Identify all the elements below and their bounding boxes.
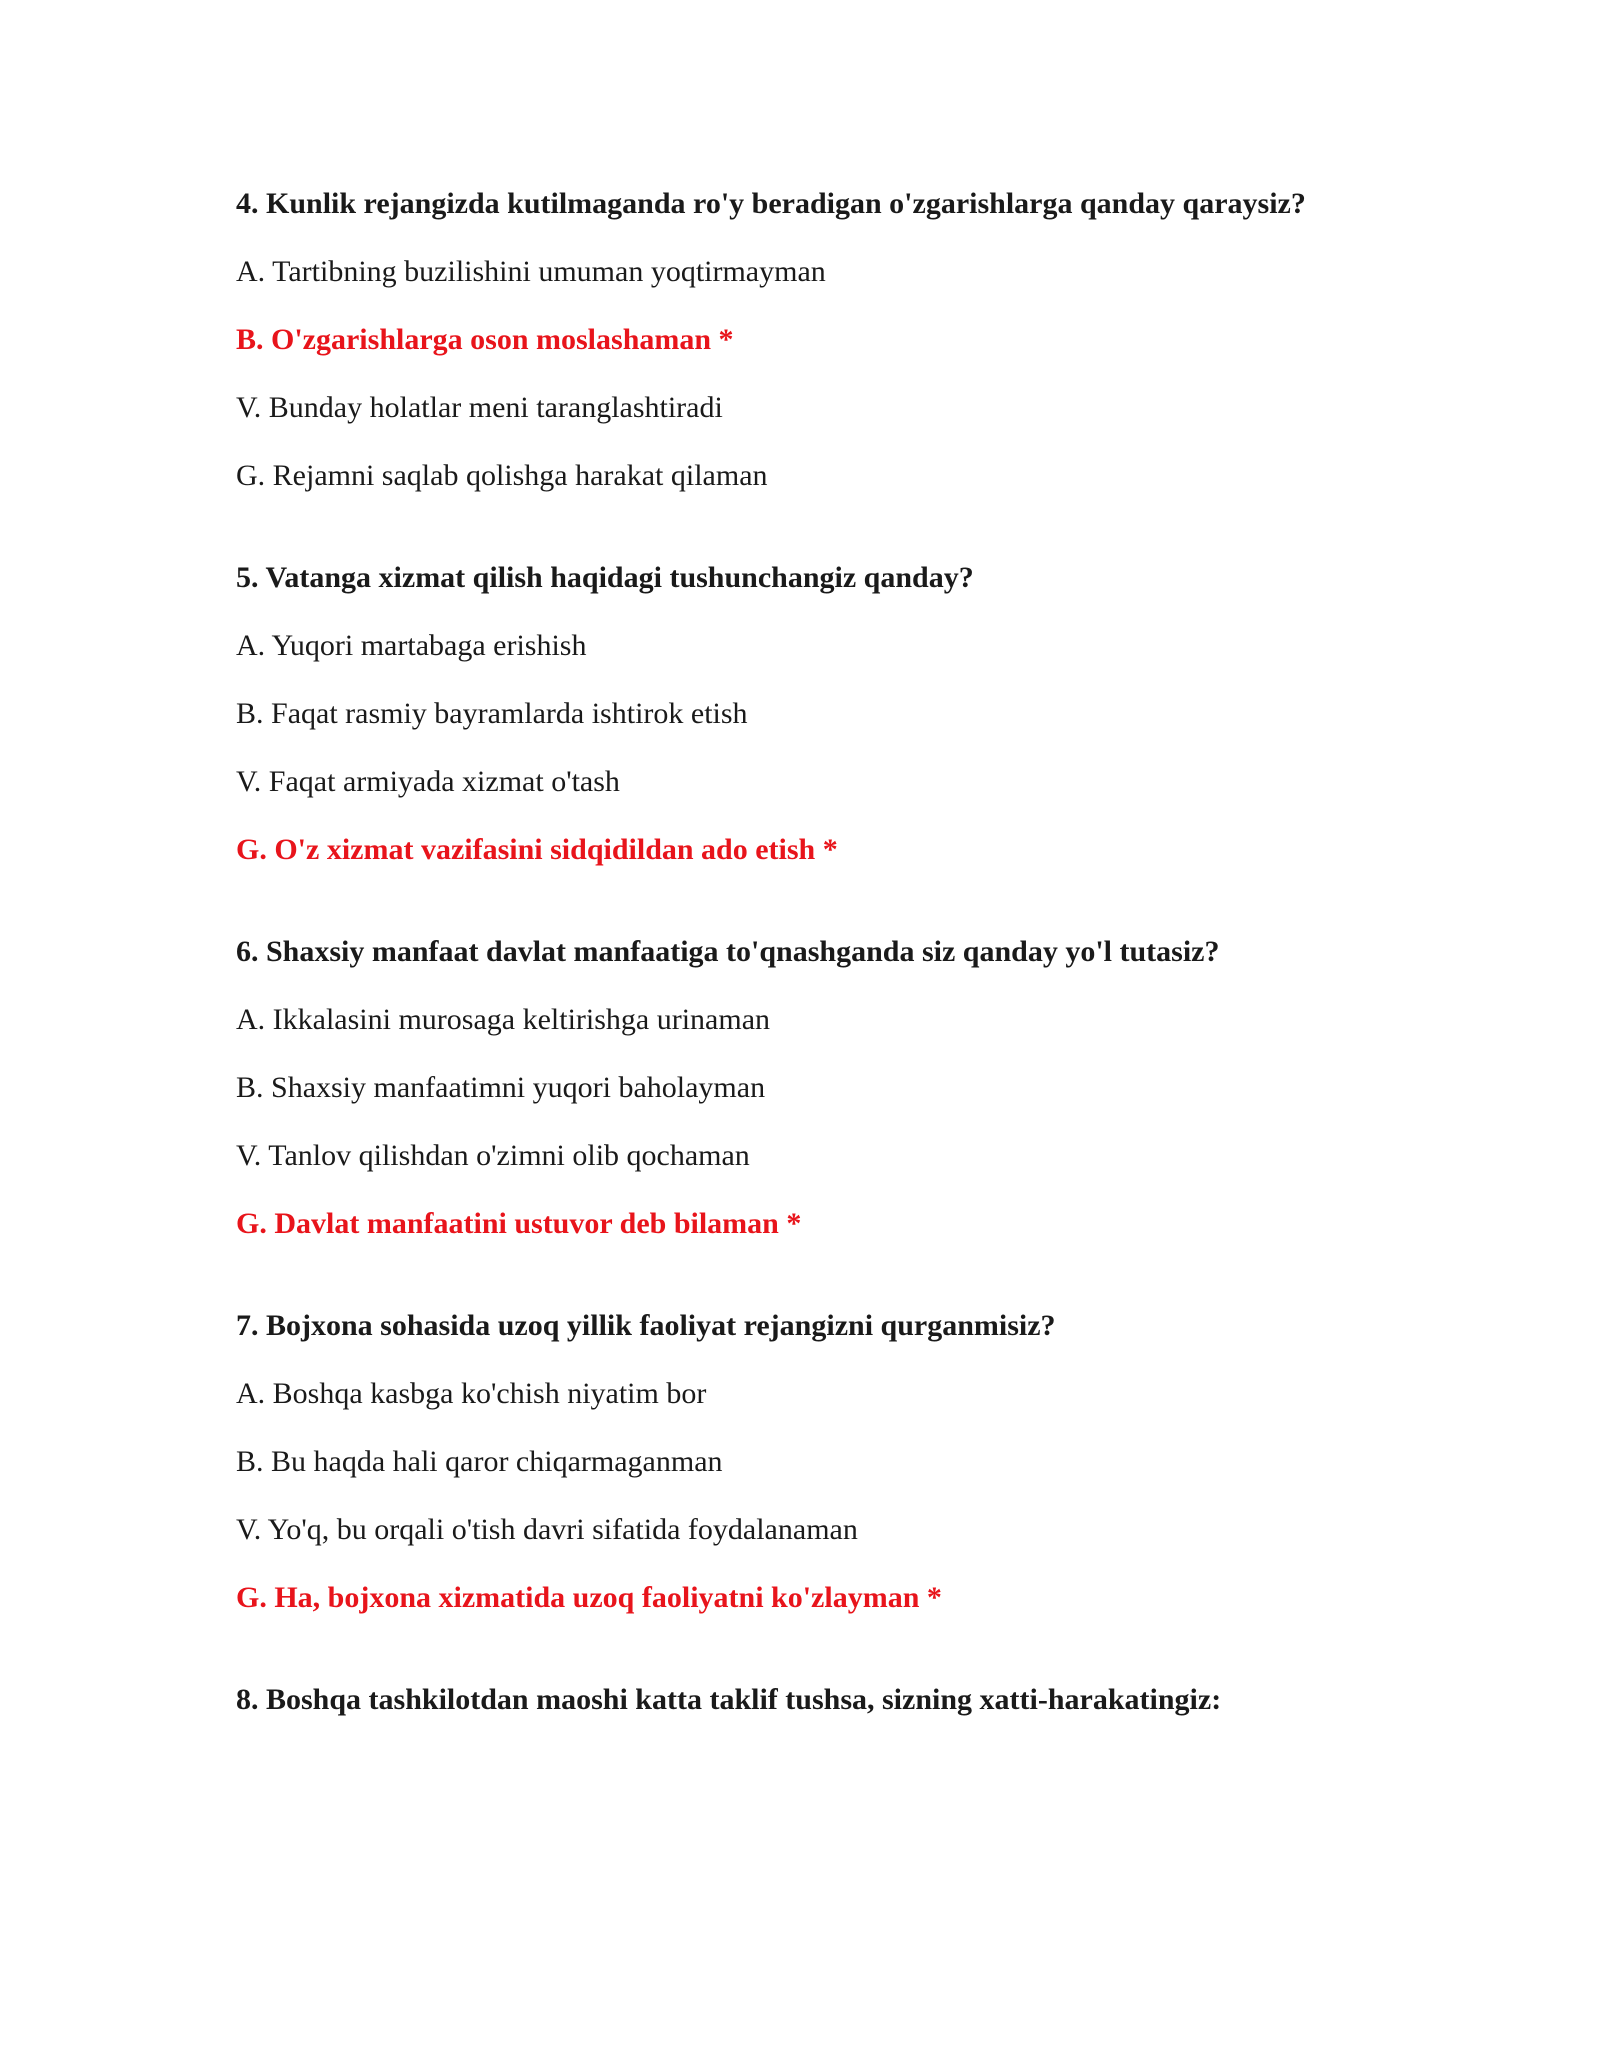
answer-option: A. Yuqori martabaga erishish bbox=[236, 629, 587, 662]
quiz-content bbox=[236, 186, 1486, 1784]
answer-option-correct: G. Davlat manfaatini ustuvor deb bilaman * bbox=[236, 1207, 802, 1240]
answer-option: V. Yo'q, bu orqali o'tish davri sifatida foydalanaman bbox=[236, 1513, 858, 1546]
question-text: 5. Vatanga xizmat qilish haqidagi tushunchangiz qanday? bbox=[236, 561, 974, 594]
answer-option: A. Ikkalasini murosaga keltirishga urinaman bbox=[236, 1003, 771, 1036]
question-text: 8. Boshqa tashkilotdan maoshi katta taklif tushsa, sizning xatti-harakatingiz: bbox=[236, 1683, 1222, 1716]
answer-option-correct: G. Ha, bojxona xizmatida uzoq faoliyatni ko'zlayman * bbox=[236, 1581, 942, 1614]
question-block bbox=[236, 1682, 1486, 1718]
answer-option: A. Tartibning buzilishini umuman yoqtirmayman bbox=[236, 255, 826, 288]
question-block bbox=[236, 1308, 1486, 1616]
answer-option: B. Faqat rasmiy bayramlarda ishtirok etish bbox=[236, 697, 748, 730]
question-block bbox=[236, 186, 1486, 494]
answer-option-correct: G. O'z xizmat vazifasini sidqidildan ado etish * bbox=[236, 833, 838, 866]
question-text: 4. Kunlik rejangizda kutilmaganda ro'y beradigan o'zgarishlarga qanday qaraysiz? bbox=[236, 187, 1306, 220]
answer-option: V. Tanlov qilishdan o'zimni olib qochaman bbox=[236, 1139, 750, 1172]
answer-option-correct: B. O'zgarishlarga oson moslashaman * bbox=[236, 323, 734, 356]
answer-option: V. Faqat armiyada xizmat o'tash bbox=[236, 765, 620, 798]
answer-option: A. Boshqa kasbga ko'chish niyatim bor bbox=[236, 1377, 707, 1410]
question-text: 6. Shaxsiy manfaat davlat manfaatiga to'qnashganda siz qanday yo'l tutasiz? bbox=[236, 935, 1220, 968]
answer-option: V. Bunday holatlar meni taranglashtiradi bbox=[236, 391, 723, 424]
question-block bbox=[236, 560, 1486, 868]
answer-option: B. Shaxsiy manfaatimni yuqori baholayman bbox=[236, 1071, 766, 1104]
question-block bbox=[236, 934, 1486, 1242]
answer-option: G. Rejamni saqlab qolishga harakat qilaman bbox=[236, 459, 768, 492]
answer-option: B. Bu haqda hali qaror chiqarmaganman bbox=[236, 1445, 723, 1478]
question-text: 7. Bojxona sohasida uzoq yillik faoliyat rejangizni qurganmisiz? bbox=[236, 1309, 1056, 1342]
